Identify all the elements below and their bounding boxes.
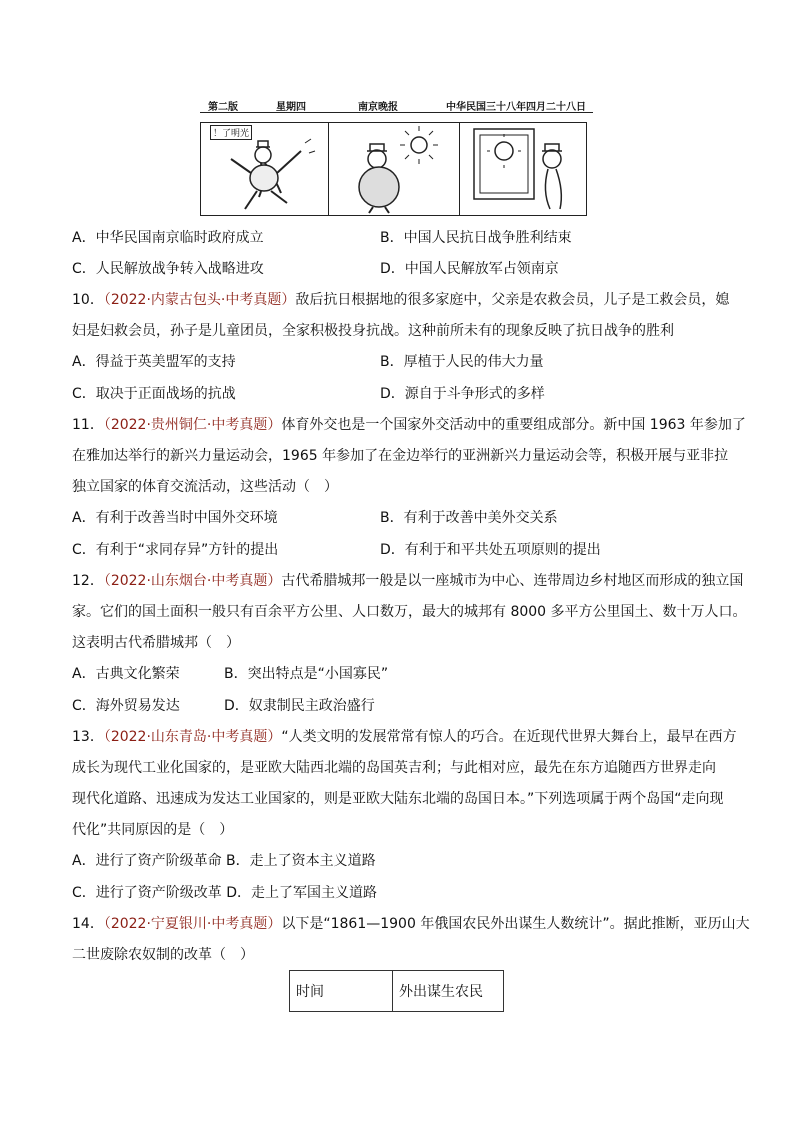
q12-option-b: B．突出特点是“小国寡民”: [224, 666, 389, 682]
q12-stem-line-1: 12．（2022·山东烟台·中考真题）古代希腊城邦一般是以一座城市为中心、连带周边乡村地区而形成的独立国: [72, 573, 744, 589]
q12-stem-line-2: 家。它们的国土面积一般只有百余平方公里、人口数万，最大的城邦有 8000 多平方公里国土、数十万人口。: [72, 604, 747, 620]
newspaper-header: [200, 97, 593, 113]
q13-stem-line-1: 13．（2022·山东青岛·中考真题）“人类文明的发展常常有惊人的巧合。在近现代世界大舞台上，最早在西方: [72, 729, 737, 745]
q11-option-d: D．有利于和平共处五项原则的提出: [380, 542, 601, 558]
q10-number: 10．: [72, 292, 104, 308]
comic-panel-1: [201, 123, 328, 215]
table-row: [290, 971, 504, 1012]
q9-option-b: B．中国人民抗日战争胜利结束: [380, 230, 572, 246]
q12-number: 12．: [72, 573, 104, 589]
q11-option-a: A．有利于改善当时中国外交环境: [72, 510, 278, 526]
q13-options-ab: A．进行了资产阶级革命 B．走上了资本主义道路: [72, 853, 376, 869]
q12-source: （2022·山东烟台·中考真题）: [103, 573, 282, 589]
q11-option-b: B．有利于改善中美外交关系: [380, 510, 558, 526]
newspaper-weekday: 星期四: [276, 102, 306, 113]
q14-table: [289, 970, 504, 1012]
q13-number: 13．: [72, 729, 104, 745]
speech-bubble: ！了明光: [210, 125, 252, 140]
q11-stem-line-1: 11．（2022·贵州铜仁·中考真题）体育外交也是一个国家外交活动中的重要组成部分。新中国 1963 年参加了: [72, 417, 746, 433]
q13-stem-line-4: 代化”共同原因的是（ ）: [72, 822, 234, 838]
q11-number: 11．: [72, 417, 104, 433]
newspaper-name: 南京晚报: [358, 102, 398, 113]
q12-option-d: D．奴隶制民主政治盛行: [224, 698, 375, 714]
q10-stem-line-2: 妇是妇救会员，孙子是儿童团员，全家积极投身抗战。这种前所未有的现象反映了抗日战争的胜利: [72, 323, 674, 339]
comic-panel-2: [328, 123, 460, 215]
q13-stem-line-2: 成长为现代工业化国家的，是亚欧大陆西北端的岛国英吉利；与此相对应，最先在东方追随西方世界走向: [72, 760, 716, 776]
q9-option-c: C．人民解放战争转入战略进攻: [72, 261, 264, 277]
man-at-window-figure: [460, 123, 587, 215]
q10-option-a: A．得益于英美盟军的支持: [72, 354, 236, 370]
dancing-man-figure: [201, 123, 328, 215]
q11-source: （2022·贵州铜仁·中考真题）: [103, 417, 282, 433]
comic-strip: [200, 122, 587, 216]
q11-stem-line-3: 独立国家的体育交流活动，这些活动（ ）: [72, 479, 338, 495]
comic-panel-3: [459, 123, 587, 215]
q10-option-b: B．厚植于人民的伟大力量: [380, 354, 544, 370]
q13-stem-line-3: 现代化道路、迅速成为发达工业国家的，则是亚欧大陆东北端的岛国日本。”下列选项属于两个岛国“走向现: [72, 791, 724, 807]
newspaper-edition: 第二版: [208, 102, 238, 113]
q14-stem-line-1: 14．（2022·宁夏银川·中考真题）以下是“1861—1900 年俄国农民外出谋生人数统计”。据此推断，亚历山大: [72, 916, 750, 932]
table-header-farmers: 外出谋生农民: [393, 971, 504, 1012]
q11-stem-line-2: 在雅加达举行的新兴力量运动会，1965 年参加了在金边举行的亚洲新兴力量运动会等，积极开展与亚非拉: [72, 448, 729, 464]
newspaper-date: 中华民国三十八年四月二十八日: [446, 102, 586, 113]
q13-options-cd: C．进行了资产阶级改革 D．走上了军国主义道路: [72, 885, 378, 901]
q14-stem-line-2: 二世废除农奴制的改革（ ）: [72, 947, 254, 963]
q12-stem-line-3: 这表明古代希腊城邦（ ）: [72, 635, 240, 651]
q14-source: （2022·宁夏银川·中考真题）: [103, 916, 282, 932]
q14-number: 14．: [72, 916, 104, 932]
q10-option-d: D．源自于斗争形式的多样: [380, 386, 545, 402]
q10-source: （2022·内蒙古包头·中考真题）: [103, 292, 296, 308]
man-and-sun-figure: [329, 123, 460, 215]
q9-option-d: D．中国人民解放军占领南京: [380, 261, 559, 277]
q9-option-a: A．中华民国南京临时政府成立: [72, 230, 264, 246]
q12-option-c: C．海外贸易发达: [72, 698, 180, 714]
table-header-time: 时间: [290, 971, 393, 1012]
q11-option-c: C．有利于“求同存异”方针的提出: [72, 542, 279, 558]
q12-option-a: A．古典文化繁荣: [72, 666, 180, 682]
q10-option-c: C．取决于正面战场的抗战: [72, 386, 236, 402]
q10-stem-line-1: 10．（2022·内蒙古包头·中考真题）敌后抗日根据地的很多家庭中，父亲是农救会员，儿子是工救会员，媳: [72, 292, 730, 308]
q13-source: （2022·山东青岛·中考真题）: [103, 729, 282, 745]
